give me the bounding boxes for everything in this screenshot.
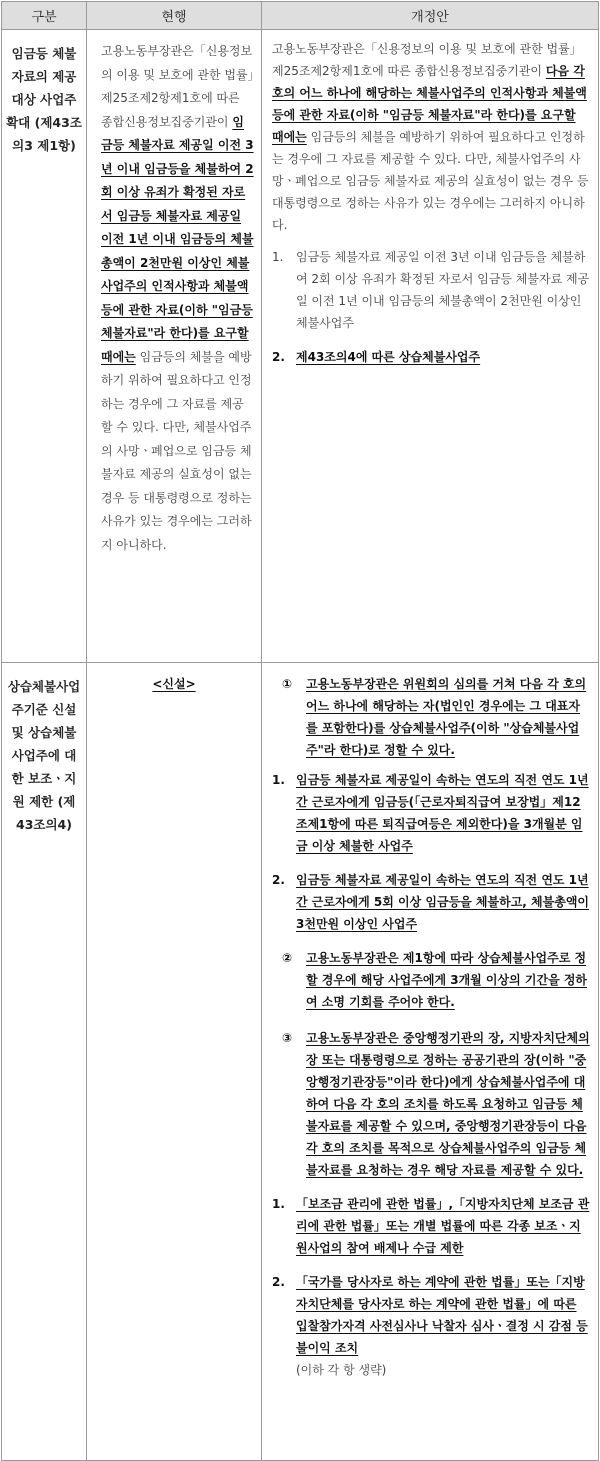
list-item xyxy=(272,246,590,334)
item-number: 2. xyxy=(272,350,285,364)
comparison-table xyxy=(1,1,599,1461)
paragraph-3-items xyxy=(272,1193,590,1381)
row2-category: 상습체불사업주기준 신설 및 상습체불사업주에 대한 보조ㆍ지원 제한 (제43조의4) xyxy=(2,663,87,1461)
item-number: 2. xyxy=(272,1275,285,1289)
paragraph-3 xyxy=(272,1027,590,1181)
paragraph-text: 고용노동부장관은 제1항에 따라 상습체불사업주로 정할 경우에 해당 사업주에게 3개월 이상의 기간을 정하여 소명 기회를 주어야 한다. xyxy=(306,951,588,1009)
paragraph-1-items xyxy=(272,769,590,935)
paragraph-2 xyxy=(272,947,590,1013)
header-current: 현행 xyxy=(87,2,262,30)
paragraph-text: 고용노동부장관은 위원회의 심의를 거쳐 다음 각 호의 어느 하나에 해당하는 자(법인인 경우에는 그 대표자를 포함한다)를 상습체불사업주(이하 "상습체불사업주"라 한다)로 정할 수 있다. xyxy=(306,677,587,757)
row1-revised-intro-rest: 임금등의 체불을 예방하기 위하여 필요하다고 인정하는 경우에 그 자료를 제공할 수 있다. 다만, 체불사업주의 사망ㆍ폐업으로 임금등 체불자료 제공의 실효성이 없는 경우 등 대통령령으로 정하는 사유가 있는 경우에는 그러하지 아니하다. xyxy=(272,130,589,232)
paragraph-number: ① xyxy=(282,677,293,691)
header-revised: 개정안 xyxy=(262,2,599,30)
list-item xyxy=(272,346,590,368)
paragraph-1 xyxy=(272,673,590,761)
row1-revised xyxy=(262,30,599,663)
row1-current xyxy=(87,30,262,663)
row1-revised-intro xyxy=(272,38,590,236)
row1-revised-items xyxy=(272,246,590,368)
paragraph-number: ② xyxy=(282,951,293,965)
row1-current-text-rest: 임금등의 체불을 예방하기 위하여 필요하다고 인정하는 경우에 그 자료를 제공할 수 있다. 다만, 체불사업주의 사망ㆍ폐업으로 임금등 체불자료 제공의 실효성이 없는 경우 등 대통령령으로 정하는 사유가 있는 경우에는 그러하지 아니하다. xyxy=(101,349,252,552)
list-item xyxy=(272,769,590,857)
row1-current-text-a: 고용노동부장관은「신용정보의 이용 및 보호에 관한 법률」제25조제2항제1호에 따른 종합신용정보집중기관이 xyxy=(101,44,254,129)
list-item xyxy=(272,869,590,935)
item-text: 제43조의4에 따른 상습체불사업주 xyxy=(296,350,481,364)
row1-current-text-bold: 임금등 체불자료 제공일 이전 3년 이내 임금등을 체불하여 2회 이상 유죄가 확정된 자로서 임금등 체불자료 제공일 이전 1년 이내 임금등의 체불총액이 2천만원 이상인 체불사업주의 인적사항과 체불액 등에 관한 자료(이하 "임금등 체불자료"라 한다)를 요구할 때에는 xyxy=(101,114,254,364)
paragraph-number: ③ xyxy=(282,1031,293,1045)
row1-revised-intro-bold: 다음 각 호의 어느 하나에 해당하는 체불사업주의 인적사항과 체불액 등에 관한 자료(이하 "임금등 체불자료"라 한다)를 요구할 때에는 xyxy=(272,64,587,144)
omission-note: (이하 각 항 생략) xyxy=(296,1363,387,1377)
item-text: 「국가를 당사자로 하는 계약에 관한 법률」또는「지방자치단체를 당사자로 하는 계약에 관한 법률」에 따른 입찰참가자격 사전심사나 낙찰자 심사ㆍ결정 시 감점 등 불이익 조치 xyxy=(296,1275,588,1355)
row2-current xyxy=(87,663,262,1461)
header-row xyxy=(2,2,599,30)
row2-revised xyxy=(262,663,599,1461)
paragraph-text: 고용노동부장관은 중앙행정기관의 장, 지방자치단체의 장 또는 대통령령으로 정하는 공공기관의 장(이하 "중앙행정기관장등"이라 한다)에게 상습체불사업주에 대하여 다음 각 호의 조치를 하도록 요청하고 임금등 체불자료를 제공할 수 있으며, 중앙행정기관장등이 다음 각 호의 조치를 목적으로 상습체불사업주의 임금등 체불자료를 요청하는 경우 해당 자료를 제공할 수 있다. xyxy=(306,1031,590,1177)
item-text: 임금등 체불자료 제공일이 속하는 연도의 직전 연도 1년간 근로자에게 5회 이상 임금등을 체불하고, 체불총액이 3천만원 이상인 사업주 xyxy=(296,873,590,931)
row1-revised-intro-a: 고용노동부장관은「신용정보의 이용 및 보호에 관한 법률」제25조제2항제1호에 따른 종합신용정보집중기관이 xyxy=(272,42,582,78)
item-number: 1. xyxy=(272,1197,285,1211)
item-text: 「보조금 관리에 관한 법률」,「지방자치단체 보조금 관리에 관한 법률」또는 개별 법률에 따른 각종 보조ㆍ지원사업의 참여 배제나 수급 제한 xyxy=(296,1197,590,1255)
list-item xyxy=(272,1193,590,1259)
item-text: 임금등 체불자료 제공일이 속하는 연도의 직전 연도 1년간 근로자에게 임금등(「근로자퇴직급여 보장법」제12조제1항에 따른 퇴직급여등은 제외한다)을 3개월분 임금 이상 체불한 사업주 xyxy=(296,773,589,853)
header-category: 구분 xyxy=(2,2,87,30)
row1-category: 임금등 체불자료의 제공대상 사업주 확대 (제43조의3 제1항) xyxy=(2,30,87,663)
item-text: 임금등 체불자료 제공일 이전 3년 이내 임금등을 체불하여 2회 이상 유죄가 확정된 자로서 임금등 체불자료 제공일 이전 1년 이내 임금등의 체불총액이 2천만원 이상인 체불사업주 xyxy=(296,250,590,330)
item-number: 2. xyxy=(272,873,285,887)
item-number: 1. xyxy=(272,773,285,787)
table-row xyxy=(2,30,599,663)
item-text-wrapper xyxy=(296,1271,590,1381)
list-item xyxy=(272,1271,590,1381)
table-row xyxy=(2,663,599,1461)
item-number: 1. xyxy=(272,250,284,264)
new-provision-label: <신설> xyxy=(152,677,196,691)
